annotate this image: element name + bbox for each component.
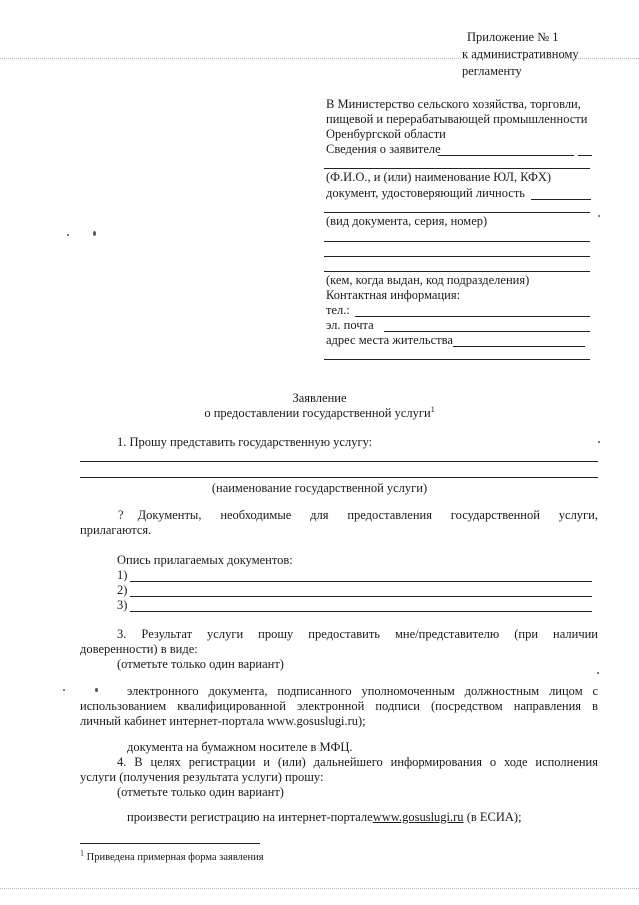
footnote-mark: 1 bbox=[80, 848, 84, 858]
section-2-number: ? bbox=[118, 508, 124, 522]
scan-artifact-line bbox=[0, 888, 639, 889]
statement-subtitle-text: о предоставлении государственной услуги bbox=[204, 406, 431, 420]
name-caption: (Ф.И.О., и (или) наименование ЮЛ, КФХ) bbox=[326, 170, 552, 184]
footnote-reference: 1 bbox=[430, 404, 435, 414]
applicant-name-field[interactable] bbox=[324, 168, 590, 169]
section-1-text: 1. Прошу представить государственную услугу: bbox=[117, 435, 373, 449]
inventory-item-3-number: 3) bbox=[117, 598, 128, 612]
inventory-item-1-field[interactable] bbox=[130, 581, 592, 582]
scan-speck bbox=[598, 215, 600, 217]
applicant-field-line-tail bbox=[578, 155, 592, 156]
section-3-line-1: 3. Результат услуги прошу предоставить мне/представителю (при наличии bbox=[117, 627, 598, 641]
addressee-line-1: В Министерство сельского хозяйства, торговли, bbox=[326, 97, 581, 111]
inventory-label: Опись прилагаемых документов: bbox=[117, 553, 293, 567]
applicant-label: Сведения о заявителе bbox=[326, 142, 441, 156]
section-4-option-1-text: произвести регистрацию на интернет-портале bbox=[127, 810, 373, 824]
section-2-line-2: прилагаются. bbox=[80, 523, 152, 537]
scan-speck bbox=[67, 234, 69, 236]
id-document-caption: (вид документа, серия, номер) bbox=[326, 214, 488, 228]
section-2-text: Документы, необходимые для предоставления государственной услуги, bbox=[137, 508, 598, 522]
section-3-option-1-line-3: личный кабинет интернет-портала www.gosuslugi.ru); bbox=[80, 714, 366, 728]
section-4-line-2: услуги (получения результата услуги) прошу: bbox=[80, 770, 324, 784]
footnote-text: Приведена примерная форма заявления bbox=[86, 852, 264, 863]
inventory-item-1-number: 1) bbox=[117, 568, 128, 582]
service-name-field-2[interactable] bbox=[80, 477, 598, 478]
addressee-line-2: пищевой и перерабатывающей промышленности bbox=[326, 112, 588, 126]
email-label: эл. почта bbox=[326, 318, 374, 332]
id-document-field-2[interactable] bbox=[324, 212, 590, 213]
id-document-label: документ, удостоверяющий личность bbox=[326, 186, 526, 200]
statement-title: Заявление bbox=[292, 391, 347, 405]
scan-speck bbox=[597, 672, 599, 674]
section-2-line-1 bbox=[80, 508, 598, 523]
section-4-note: (отметьте только один вариант) bbox=[117, 785, 284, 799]
section-4-line-1: 4. В целях регистрации и (или) дальнейшего информирования о ходе исполнения bbox=[117, 755, 598, 769]
appendix-line-3: регламенту bbox=[462, 64, 522, 78]
scan-speck bbox=[93, 231, 96, 236]
section-3-option-1-line-2: использованием квалифицированной электронной подписи (посредством направления в bbox=[80, 699, 598, 713]
id-document-field[interactable] bbox=[531, 199, 591, 200]
issued-by-field-1[interactable] bbox=[324, 241, 590, 242]
address-field-2[interactable] bbox=[324, 359, 590, 360]
section-3-option-2[interactable]: документа на бумажном носителе в МФЦ. bbox=[127, 740, 353, 754]
footnote-separator bbox=[80, 843, 260, 844]
scan-speck bbox=[598, 441, 600, 443]
section-3-option-1-line-1[interactable]: электронного документа, подписанного уполномоченным должностным лицом с bbox=[127, 684, 598, 698]
addressee-line-3: Оренбургской области bbox=[326, 127, 446, 141]
section-3-line-2: доверенности) в виде: bbox=[80, 642, 198, 656]
statement-subtitle bbox=[0, 406, 639, 421]
appendix-line-2: к административному bbox=[462, 47, 579, 61]
issued-by-field-3[interactable] bbox=[324, 271, 590, 272]
contact-label: Контактная информация: bbox=[326, 288, 461, 302]
service-name-caption: (наименование государственной услуги) bbox=[211, 481, 428, 495]
section-4-option-1[interactable] bbox=[127, 810, 522, 825]
scan-speck bbox=[95, 688, 98, 692]
section-3-note: (отметьте только один вариант) bbox=[117, 657, 284, 671]
issued-by-field-2[interactable] bbox=[324, 256, 590, 257]
issued-by-caption: (кем, когда выдан, код подразделения) bbox=[326, 273, 530, 287]
section-4-option-1-suffix: (в ЕСИА); bbox=[463, 810, 522, 824]
inventory-item-3-field[interactable] bbox=[130, 611, 592, 612]
scan-speck bbox=[63, 689, 65, 691]
address-field[interactable] bbox=[453, 346, 585, 347]
inventory-item-2-number: 2) bbox=[117, 583, 128, 597]
footnote bbox=[80, 850, 264, 865]
gosuslugi-link[interactable]: www.gosuslugi.ru bbox=[372, 810, 464, 824]
phone-label: тел.: bbox=[326, 303, 350, 317]
address-label: адрес места жительства bbox=[326, 333, 453, 347]
service-name-field-1[interactable] bbox=[80, 461, 598, 462]
inventory-item-2-field[interactable] bbox=[130, 596, 592, 597]
appendix-line-1: Приложение № 1 bbox=[467, 30, 559, 44]
phone-field[interactable] bbox=[355, 316, 590, 317]
email-field[interactable] bbox=[384, 331, 590, 332]
applicant-field-line[interactable] bbox=[438, 155, 574, 156]
